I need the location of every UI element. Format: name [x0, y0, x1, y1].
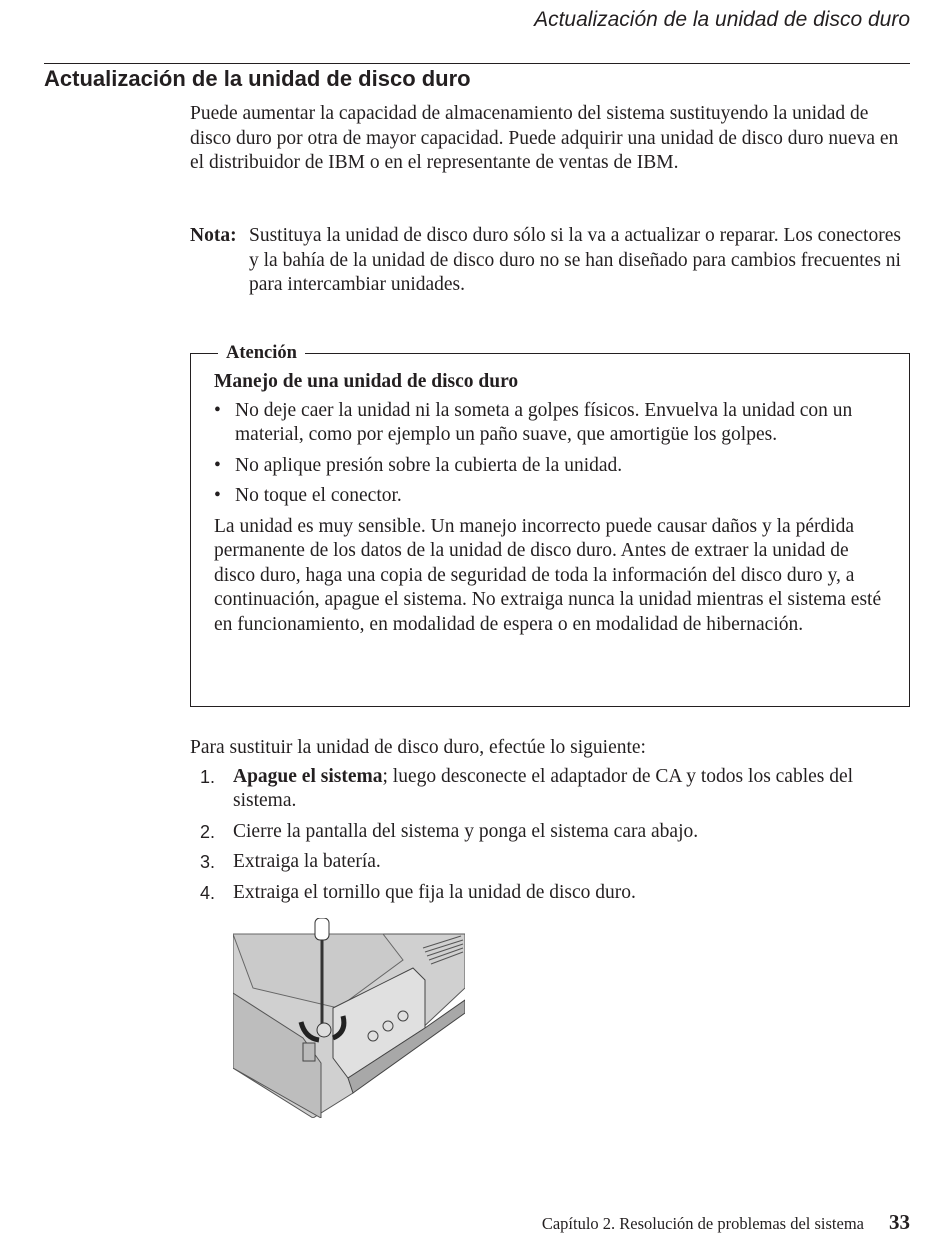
step-text: Extraiga la batería. — [233, 851, 381, 872]
note-label: Nota: — [190, 225, 237, 246]
bullet-icon: • — [214, 485, 221, 506]
list-item — [214, 484, 894, 509]
attention-warning: La unidad es muy sensible. Un manejo incorrecto puede causar daños y la pérdida permanente de los datos de la unidad de disco duro. Antes de extraer la unidad de disco duro, haga una copia de seguridad de toda la información del disco duro y, a continuación, apague el sistema. No extraiga nunca la unidad mientras el sistema esté en funcionamiento, en modalidad de espera o en modalidad de hibernación. — [214, 515, 882, 635]
hard-drive-screw-illustration — [233, 918, 465, 1118]
step — [190, 765, 905, 814]
page-number: 33 — [889, 1210, 910, 1234]
steps-list — [190, 765, 905, 906]
step-text: ; luego desconecte el adaptador de CA y todos los cables del sistema. — [233, 765, 854, 811]
running-head: Actualización de la unidad de disco duro — [534, 8, 910, 31]
step — [190, 850, 905, 875]
footer-chapter: Capítulo 2. Resolución de problemas del sistema — [541, 1214, 864, 1233]
step-number: 1. — [200, 766, 216, 787]
attention-box — [190, 343, 910, 707]
attention-title: Manejo de una unidad de disco duro — [214, 371, 519, 392]
procedure — [190, 736, 905, 911]
procedure-intro: Para sustituir la unidad de disco duro, efectúe lo siguiente: — [190, 737, 646, 758]
step-number: 3. — [200, 852, 216, 872]
step — [190, 881, 905, 906]
step-bold: Apague el sistema — [233, 765, 383, 787]
step-number: 2. — [200, 821, 216, 842]
step-text: Cierre la pantalla del sistema y ponga el sistema cara abajo. — [233, 820, 699, 842]
list-item — [214, 454, 894, 479]
note — [190, 224, 905, 298]
list-item-text: No aplique presión sobre la cubierta de la unidad. — [235, 454, 623, 476]
note-text: Sustituya la unidad de disco duro sólo si la va a actualizar o reparar. Los conectores y la bahía de la unidad de disco duro no se han diseñado para cambios frecuentes ni para intercambiar unidades. — [249, 225, 901, 295]
list-item-text: No toque el conector. — [235, 485, 402, 506]
bullet-icon: • — [214, 454, 221, 476]
step — [190, 820, 905, 845]
header-rule — [44, 63, 910, 64]
bullet-icon: • — [214, 399, 221, 421]
list-item — [214, 399, 894, 448]
attention-legend: Atención — [218, 343, 305, 363]
attention-list — [214, 399, 894, 509]
step-text: Extraiga el tornillo que fija la unidad de disco duro. — [233, 881, 636, 903]
section-heading: Actualización de la unidad de disco duro — [44, 66, 471, 91]
list-item-text: No deje caer la unidad ni la someta a golpes físicos. Envuelva la unidad con un material, como por ejemplo un paño suave, que amortigüe los golpes. — [235, 399, 853, 445]
intro-paragraph: Puede aumentar la capacidad de almacenamiento del sistema sustituyendo la unidad de disco duro por otra de mayor capacidad. Puede adquirir una unidad de disco duro nueva en el distribuidor de IBM o en el representante de ventas de IBM. — [190, 103, 899, 173]
step-number: 4. — [200, 882, 216, 903]
